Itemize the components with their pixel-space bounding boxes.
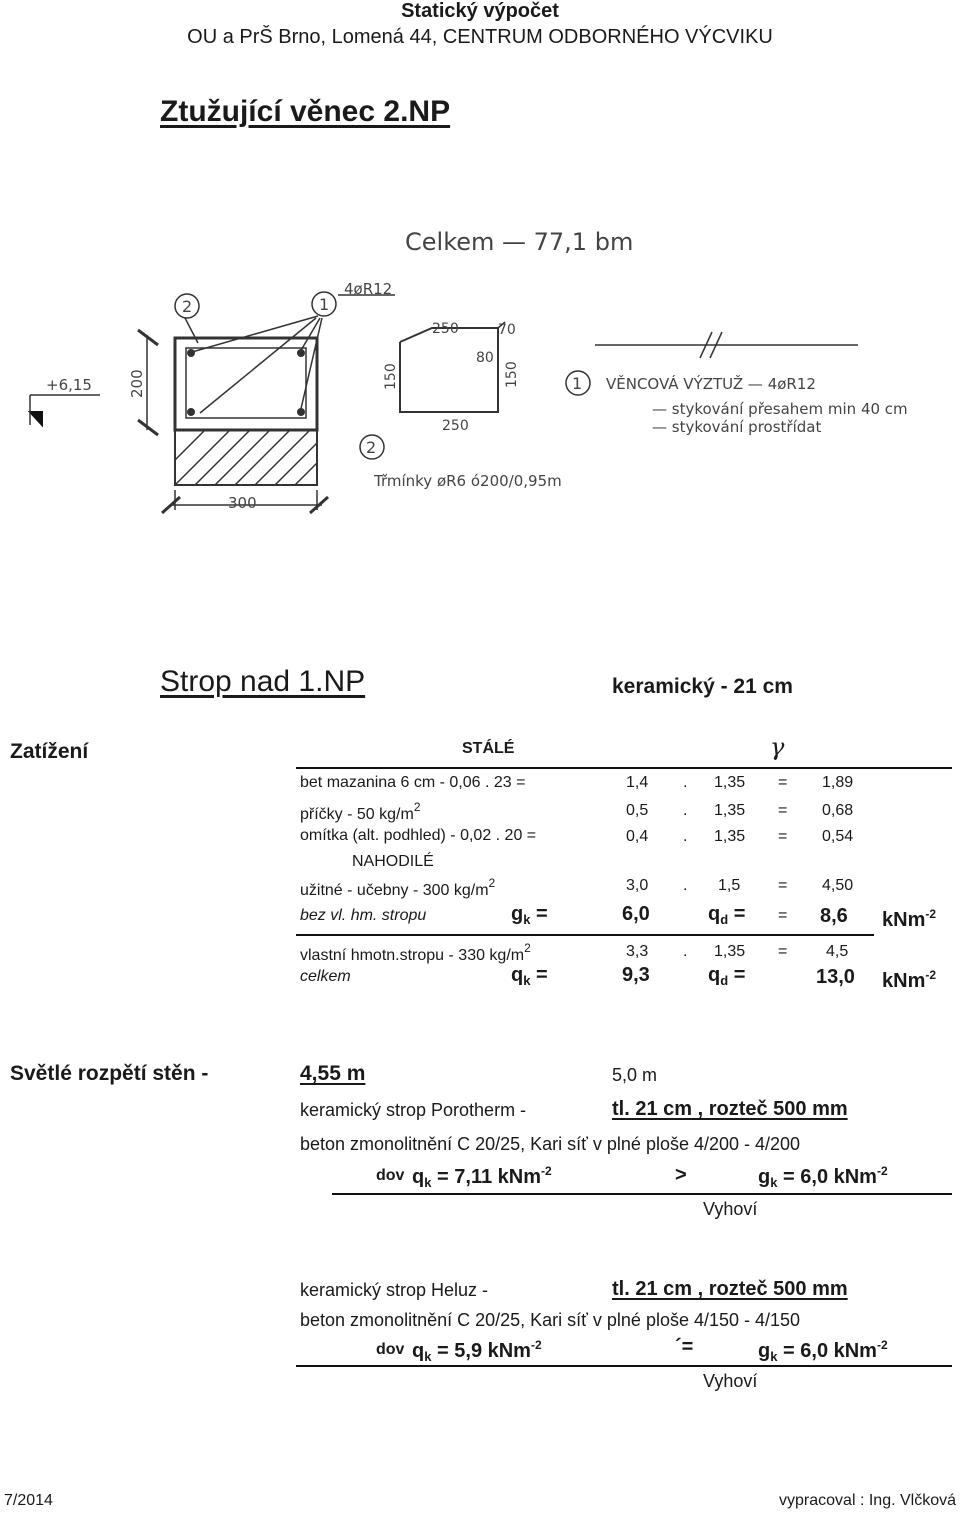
self-weight-eq: =	[778, 943, 788, 960]
clear-span-alt: 5,0 m	[612, 1065, 658, 1085]
qk-value: 9,3	[622, 964, 650, 986]
drawing-level: +6,15	[46, 376, 92, 394]
drawing-mark-1a: 1	[319, 295, 330, 314]
heluz-gk: $g_k = 6,0$ kNm$^{-2}$	[758, 1338, 888, 1364]
load-row-result: 1,89	[822, 774, 854, 791]
ring-beam-drawing	[0, 210, 960, 530]
footer-author: vypracoval : Ing. Vlčková	[779, 1492, 956, 1509]
document-subtitle: OU a PrŠ Brno, Lomená 44, CENTRUM ODBORNÉHO VÝCVIKU	[187, 26, 773, 48]
clear-span-label: Světlé rozpětí stěn -	[10, 1062, 209, 1085]
live-load-gamma: 1,5	[718, 877, 741, 894]
load-row-value: 0,5	[626, 802, 649, 819]
live-load-label: užitné - učebny - 300 $kg/m^2$	[300, 876, 496, 899]
porotherm-rule	[332, 1193, 952, 1195]
drawing-note-title: VĚNCOVÁ VÝZTUŽ — 4øR12	[606, 375, 816, 393]
load-row-gamma: 1,35	[714, 802, 746, 819]
self-weight-result: 4,5	[826, 943, 849, 960]
drawing-dim-150-left: 150	[383, 363, 399, 390]
total-label: celkem	[300, 968, 351, 985]
load-row-value: 1,4	[626, 774, 649, 791]
porotherm-spec: tl. 21 cm , rozteč 500 mm	[612, 1098, 848, 1120]
load-row-label: omítka (alt. podhled) - 0,02 . 20 =	[300, 827, 537, 844]
load-row-dot: .	[683, 774, 688, 791]
unit-knm-total: kNm$^{-2}$	[882, 968, 937, 992]
drawing-dim-80: 80	[476, 350, 494, 366]
qd-total-symbol: $q_d$ =	[708, 964, 746, 988]
load-row-eq: =	[778, 802, 788, 819]
qd-symbol: $q_d$ =	[708, 903, 746, 927]
heluz-allowable-label: dov	[376, 1341, 405, 1358]
loads-header-rule	[296, 767, 952, 769]
porotherm-name: keramický strop Porotherm -	[300, 1100, 527, 1120]
load-row-label: bet mazanina 6 cm - 0,06 . 23 =	[300, 774, 526, 791]
qk-symbol: $q_k$ =	[511, 964, 548, 988]
load-row-eq: =	[778, 774, 788, 791]
heluz-rule	[296, 1365, 952, 1367]
variable-loads-label: NAHODILÉ	[352, 853, 434, 870]
qd-eq: =	[778, 907, 788, 924]
heluz-spec: tl. 21 cm , rozteč 500 mm	[612, 1278, 848, 1300]
gk-symbol: $g_k$ =	[511, 903, 548, 927]
heluz-name: keramický strop Heluz -	[300, 1280, 489, 1300]
live-load-result: 4,50	[822, 877, 854, 894]
load-row-result: 0,54	[822, 828, 854, 845]
drawing-dim-250-top: 250	[432, 321, 459, 337]
heluz-compare: ´=	[675, 1336, 694, 1358]
live-load-value: 3,0	[626, 877, 649, 894]
heluz-concrete: beton zmonolitnění C 20/25, Kari síť v plné ploše 4/150 - 4/150	[300, 1310, 801, 1330]
drawing-mark-2a: 2	[182, 297, 193, 316]
load-row-dot: .	[683, 828, 688, 845]
footer-date: 7/2014	[4, 1492, 53, 1509]
drawing-dim-150-right: 150	[504, 361, 520, 388]
porotherm-result: Vyhoví	[703, 1199, 758, 1219]
porotherm-allowable-label: dov	[376, 1167, 405, 1184]
porotherm-compare: >	[675, 1164, 687, 1186]
drawing-dim-height: 200	[128, 369, 146, 398]
porotherm-concrete: beton zmonolitnění C 20/25, Kari síť v plné ploše 4/200 - 4/200	[300, 1134, 801, 1154]
live-load-eq: =	[778, 877, 788, 894]
qd-value: 8,6	[820, 905, 848, 927]
load-row-gamma: 1,35	[714, 774, 746, 791]
permanent-loads-label: STÁLÉ	[462, 740, 515, 757]
self-weight-label: vlastní hmotn.stropu - 330 $kg/m^2$	[300, 941, 531, 964]
drawing-dim-250-bottom: 250	[442, 418, 469, 434]
load-row-label: příčky - 50 $kg/m^2$	[300, 800, 421, 823]
clear-span-value: 4,55 m	[300, 1062, 366, 1085]
qd-total-value: 13,0	[816, 966, 855, 988]
self-weight-gamma: 1,35	[714, 943, 746, 960]
drawing-note-2: — stykování prostřídat	[652, 418, 822, 436]
load-row-value: 0,4	[626, 828, 649, 845]
drawing-rebar-label: 4øR12	[344, 280, 393, 298]
drawing-stirrups: Třmínky øR6 ó200/0,95m	[374, 472, 562, 490]
section-heading-venec: Ztužující věnec 2.NP	[160, 95, 451, 128]
load-row-result: 0,68	[822, 802, 854, 819]
heluz-result: Vyhoví	[703, 1371, 758, 1391]
load-row-dot: .	[683, 802, 688, 819]
drawing-note-1: — stykování přesahem min 40 cm	[652, 400, 908, 418]
heluz-qk: $q_k = 5,9$ kNm$^{-2}$	[412, 1338, 542, 1364]
drawing-total-label: Celkem — 77,1 bm	[405, 228, 634, 256]
drawing-dim-width: 300	[228, 494, 257, 512]
self-weight-value: 3,3	[626, 943, 649, 960]
loads-mid-rule	[296, 934, 874, 936]
unit-knm: kNm$^{-2}$	[882, 907, 937, 931]
slab-type: keramický - 21 cm	[612, 675, 793, 698]
gamma-symbol: γ	[770, 733, 785, 761]
without-self-weight-label: bez vl. hm. stropu	[300, 907, 427, 924]
section-heading-strop: Strop nad 1.NP	[160, 665, 366, 698]
gk-value: 6,0	[622, 903, 650, 925]
load-row-gamma: 1,35	[714, 828, 746, 845]
drawing-dim-70: 70	[498, 322, 516, 338]
porotherm-gk: $g_k = 6,0$ kNm$^{-2}$	[758, 1164, 888, 1190]
loads-label: Zatížení	[10, 740, 89, 763]
live-load-dot: .	[683, 877, 688, 894]
drawing-mark-1b: 1	[572, 374, 583, 393]
drawing-mark-2b: 2	[366, 438, 377, 457]
load-row-eq: =	[778, 828, 788, 845]
self-weight-dot: .	[683, 943, 688, 960]
porotherm-qk: $q_k = 7,11$ kNm$^{-2}$	[412, 1164, 552, 1190]
document-title: Statický výpočet	[401, 0, 559, 22]
